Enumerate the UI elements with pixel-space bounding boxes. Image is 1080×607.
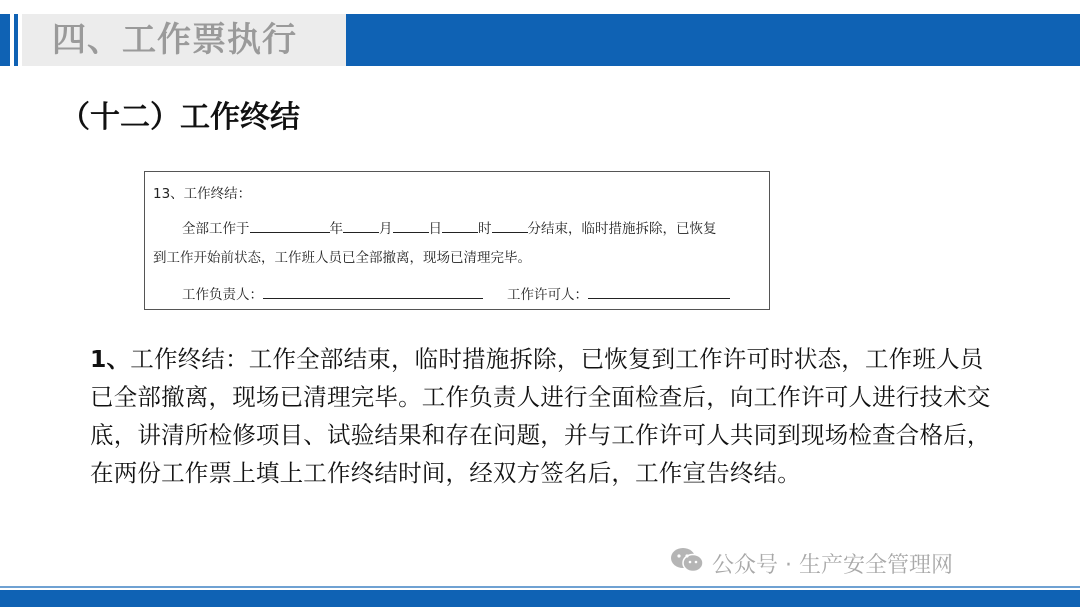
permit-signature-blank: [588, 283, 730, 299]
form-year-label: 年: [329, 221, 343, 237]
form-status-line: 到工作开始前状态，工作班人员已全部撤离，现场已清理完毕。: [153, 250, 531, 266]
day-blank: [393, 217, 429, 233]
slide-title: 四、工作票执行: [52, 20, 297, 60]
form-hour-label: 时: [478, 221, 492, 237]
footer-blue-bar: [0, 590, 1080, 607]
form-completion-line: [182, 217, 717, 237]
form-signature-line: [182, 283, 730, 303]
header-blue-bar: [346, 14, 1080, 66]
paragraph-number: 1、: [90, 345, 131, 373]
watermark-text: 公众号 · 生产安全管理网: [712, 553, 953, 578]
form-item-title: 13、工作终结：: [153, 186, 252, 202]
form-month-label: 月: [379, 221, 393, 237]
footer-thin-line: [0, 586, 1080, 588]
minute-blank: [492, 217, 528, 233]
responsible-signature-blank: [263, 283, 483, 299]
permit-label: 工作许可人：: [507, 287, 588, 303]
form-day-label: 日: [428, 221, 442, 237]
hour-blank: [442, 217, 478, 233]
explanation-paragraph: [90, 340, 1010, 492]
header-left-stripe-thin: [14, 14, 18, 66]
form-minute-suffix: 分结束，临时措施拆除，已恢复: [527, 221, 717, 237]
responsible-label: 工作负责人：: [182, 287, 263, 303]
wechat-icon: [670, 546, 704, 586]
watermark: [670, 546, 953, 582]
paragraph-line: 底，讲清所检修项目、试验结果和存在问题，并与工作许可人共同到现场检查合格后，: [90, 421, 991, 449]
month-blank: [343, 217, 379, 233]
form-prefix: 全部工作于: [182, 221, 250, 237]
section-heading: （十二）工作终结: [60, 100, 300, 135]
work-ticket-form-excerpt: [144, 171, 770, 310]
paragraph-line: 在两份工作票上填上工作终结时间，经双方签名后，工作宣告终结。: [90, 459, 801, 487]
year-blank: [250, 217, 330, 233]
paragraph-line: 已全部撤离，现场已清理完毕。工作负责人进行全面检查后，向工作许可人进行技术交: [90, 383, 991, 411]
paragraph-line: 1、工作终结：工作全部结束，临时措施拆除，已恢复到工作许可时状态，工作班人员: [90, 345, 984, 373]
header-left-stripe: [0, 14, 10, 66]
